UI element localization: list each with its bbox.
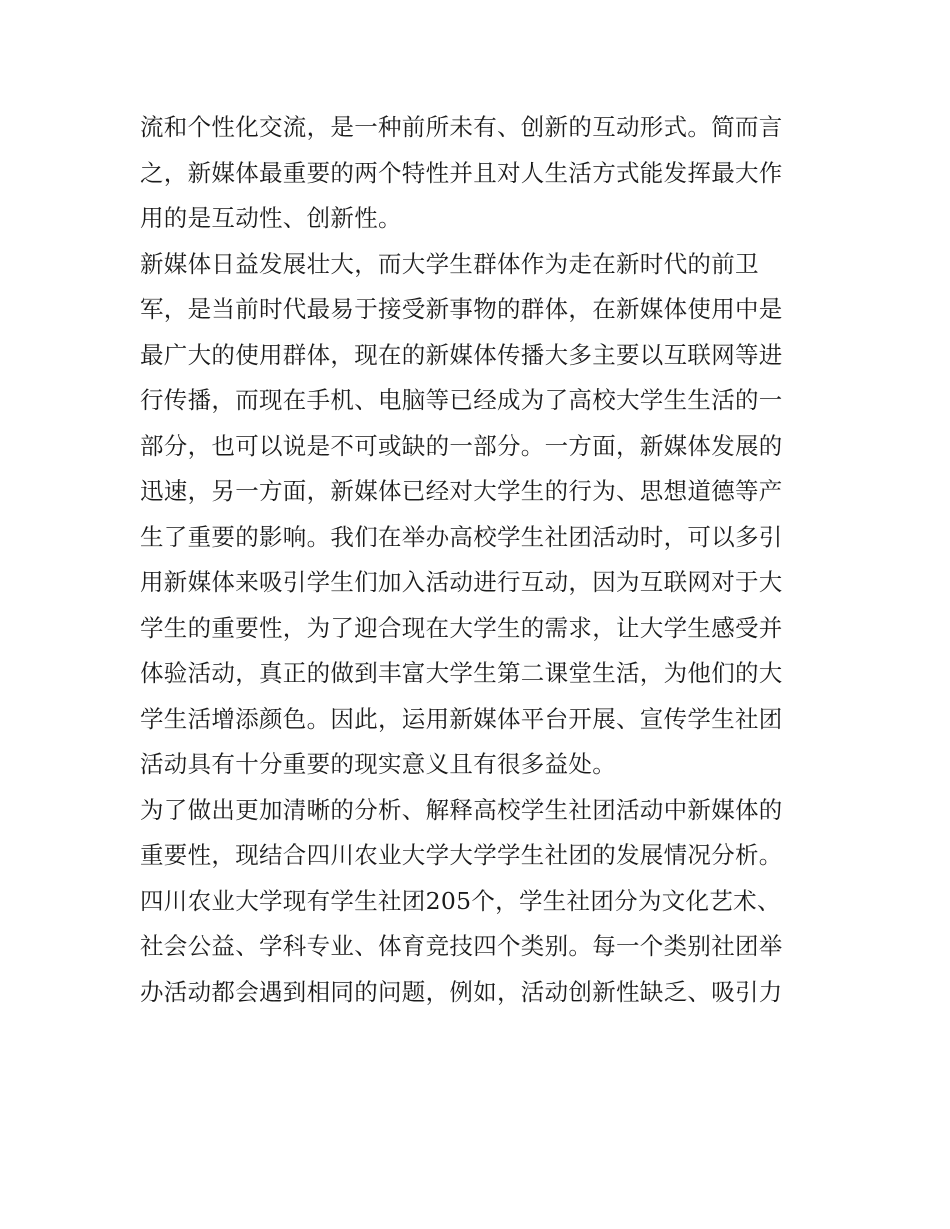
text-line: 流和个性化交流，是一种前所未有、创新的互动形式。简而言 [140,113,783,141]
text-line: 办活动都会遇到相同的问题，例如，活动创新性缺乏、吸引力 [140,977,783,1006]
body-text [140,105,820,1015]
text-line: 活动具有十分重要的现实意义且有很多益处。 [140,750,616,778]
text-line: 学生活增添颜色。因此，运用新媒体平台开展、宣传学生社团 [140,704,783,733]
text-line: 行传播，而现在手机、电脑等已经成为了高校大学生生活的一 [140,386,783,414]
text-line: 为了做出更加清晰的分析、解释高校学生社团活动中新媒体的 [140,795,783,824]
text-line: 生了重要的影响。我们在举办高校学生社团活动时，可以多引 [140,522,783,551]
text-line: 体验活动，真正的做到丰富大学生第二课堂生活，为他们的大 [140,659,783,687]
text-line: 部分，也可以说是不可或缺的一部分。一方面，新媒体发展的 [140,431,783,460]
text-line: 新媒体日益发展壮大，而大学生群体作为走在新时代的前卫 [140,249,759,278]
text-line: 最广大的使用群体，现在的新媒体传播大多主要以互联网等进 [140,340,783,369]
text-line: 社会公益、学科专业、体育竞技四个类别。每一个类别社团举 [140,932,783,960]
text-line: 之，新媒体最重要的两个特性并且对人生活方式能发挥最大作 [140,158,783,187]
text-line: 用的是互动性、创新性。 [140,204,402,232]
text-line: 重要性，现结合四川农业大学大学学生社团的发展情况分析。 [140,841,783,869]
text-line: 军，是当前时代最易于接受新事物的群体，在新媒体使用中是 [140,295,783,323]
text-line: 四川农业大学现有学生社团205个，学生社团分为文化艺术、 [140,886,781,915]
text-line: 迅速，另一方面，新媒体已经对大学生的行为、思想道德等产 [140,477,783,505]
text-line: 用新媒体来吸引学生们加入活动进行互动，因为互联网对于大 [140,568,783,596]
text-line: 学生的重要性，为了迎合现在大学生的需求，让大学生感受并 [140,613,783,642]
